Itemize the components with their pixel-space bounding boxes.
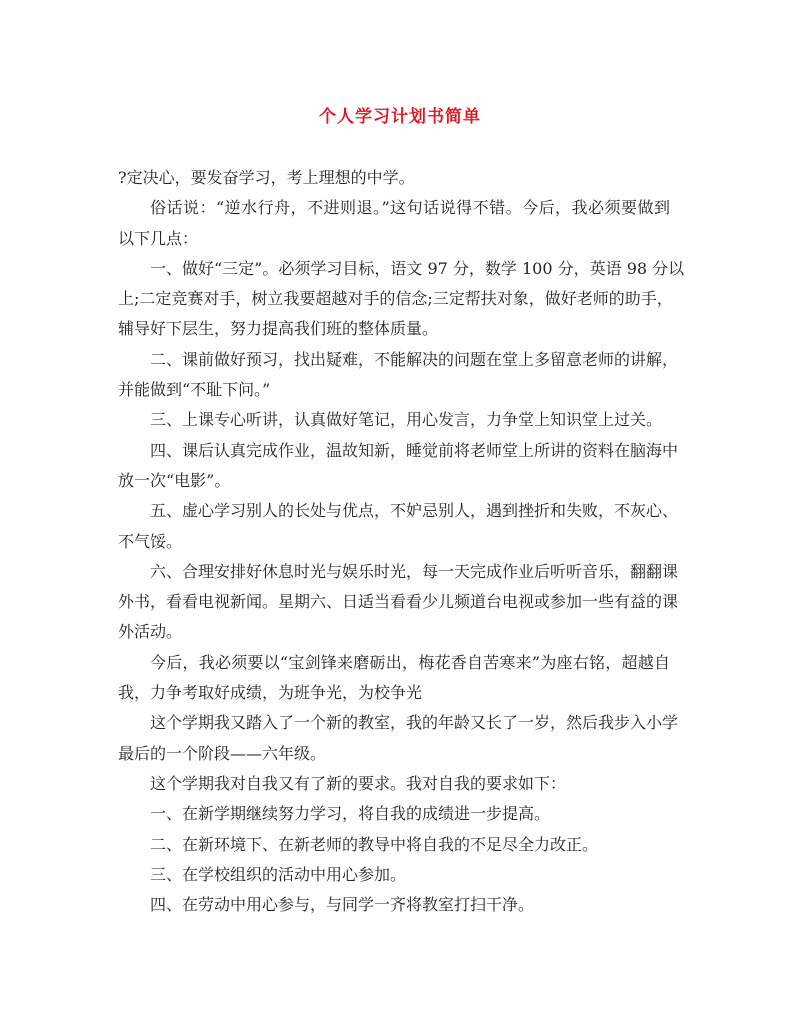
text-line: 四、课后认真完成作业，温故知新，睡觉前将老师堂上所讲的资料在脑海中 [150, 440, 679, 460]
paragraph [118, 436, 679, 497]
text-line: 四、在劳动中用心参与，与同学一齐将教室打扫干净。 [150, 895, 535, 915]
text-line: 以下几点： [118, 228, 199, 248]
text-line: 二、在新环境下、在新老师的教导中将自我的不足尽全力改正。 [150, 834, 599, 854]
text-line: 外活动。 [118, 622, 183, 642]
text-line: ?定决心，要发奋学习，考上理想的中学。 [118, 168, 415, 187]
paragraph [118, 860, 670, 890]
text-line: 三、在学校组织的活动中用心参加。 [150, 864, 407, 884]
document-body [118, 163, 685, 920]
text-line: 上;二定竞赛对手，树立我要超越对手的信念;三定帮扶对象，做好老师的助手， [118, 289, 673, 309]
text-line: 辅导好下层生，努力提高我们班的整体质量。 [118, 319, 439, 339]
text-line: 五、虚心学习别人的长处与优点，不妒忌别人，遇到挫折和失败，不灰心、 [150, 501, 679, 521]
text-line: 今后，我必须要以“宝剑锋来磨砺出，梅花香自苦寒来”为座右铭，超越自 [150, 652, 670, 672]
text-line: 外书，看看电视新闻。星期六、日适当看看少儿频道台电视或参加一些有益的课 [118, 592, 679, 612]
paragraph [118, 648, 670, 709]
paragraph [118, 799, 670, 829]
text-line: 一、做好“三定”。必须学习目标，语文 97 分，数学 100 分，英语 98 分以 [150, 258, 685, 278]
text-line: 最后的一个阶段——六年级。 [118, 743, 327, 763]
paragraph [118, 163, 670, 193]
text-line: 并能做到“不耻下问。” [118, 380, 271, 400]
text-line: 这个学期我又踏入了一个新的教室，我的年龄又长了一岁，然后我步入小学 [150, 713, 679, 733]
paragraph [118, 345, 679, 406]
paragraph [118, 496, 679, 557]
paragraph [118, 254, 685, 345]
paragraph [118, 557, 679, 648]
text-line: 我，力争考取好成绩，为班争光，为校争光 [118, 683, 423, 703]
document-title: 个人学习计划书简单 [319, 107, 481, 127]
text-line: 放一次“电影”。 [118, 470, 231, 490]
text-line: 一、在新学期继续努力学习，将自我的成绩进一步提高。 [150, 804, 551, 824]
paragraph [118, 708, 679, 769]
text-line: 俗话说：“逆水行舟，不进则退。”这句话说得不错。今后，我必须要做到 [150, 198, 670, 218]
text-line: 三、上课专心听讲，认真做好笔记，用心发言，力争堂上知识堂上过关。 [150, 410, 663, 430]
text-line: 六、合理安排好休息时光与娱乐时光，每一天完成作业后听听音乐，翻翻课 [150, 561, 679, 581]
paragraph [118, 769, 670, 799]
paragraph [118, 830, 670, 860]
paragraph [118, 890, 670, 920]
text-line: 这个学期我对自我又有了新的要求。我对自我的要求如下： [150, 773, 567, 793]
paragraph [118, 405, 670, 435]
text-line: 不气馁。 [118, 531, 183, 551]
paragraph [118, 193, 670, 254]
text-line: 二、课前做好预习，找出疑难，不能解决的问题在堂上多留意老师的讲解， [150, 349, 679, 369]
